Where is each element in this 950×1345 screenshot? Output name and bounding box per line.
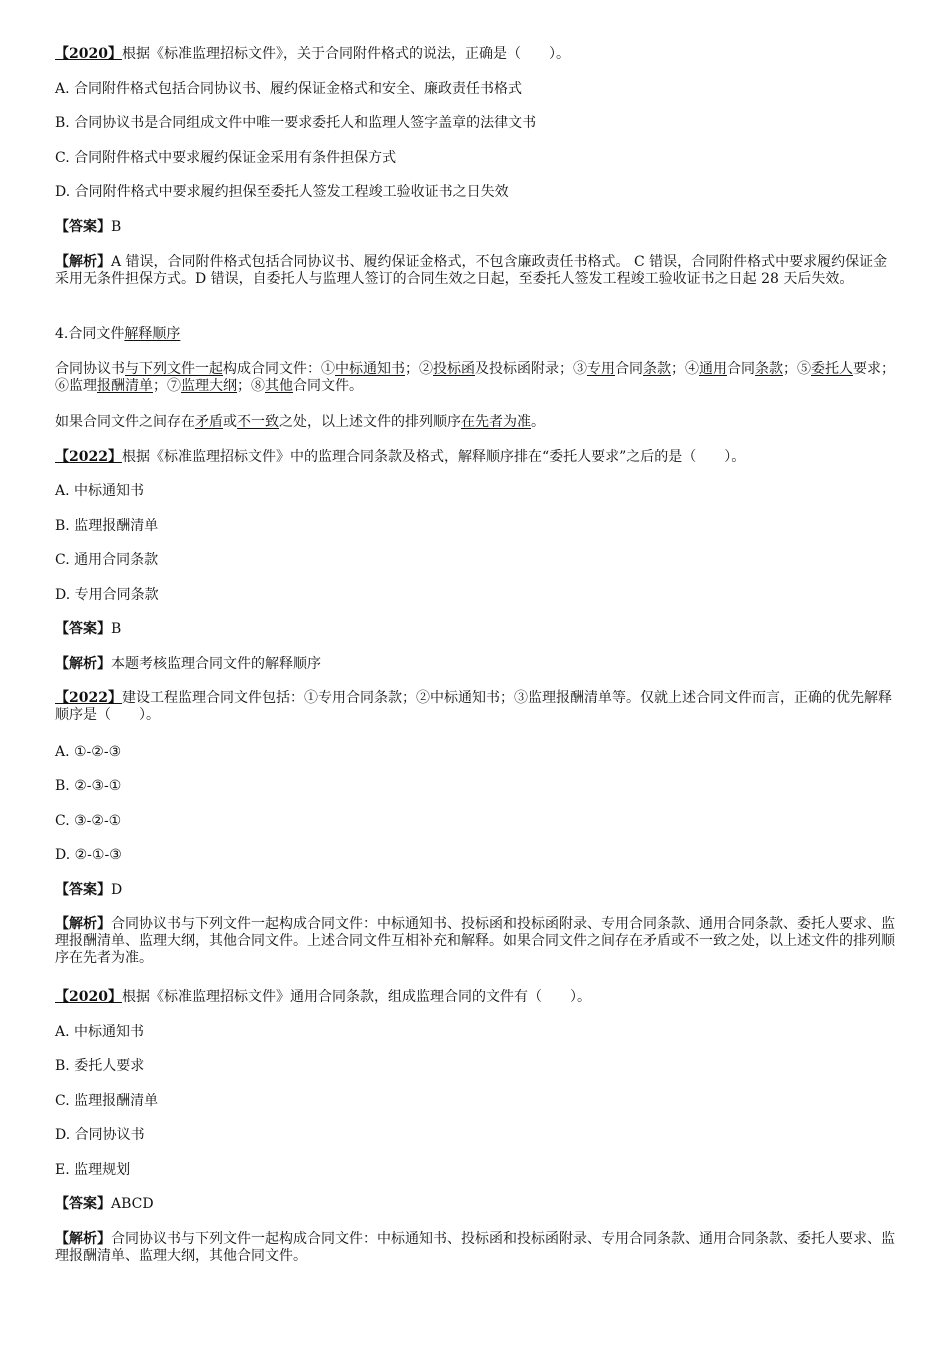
question-2-option-d: D. 专用合同条款	[55, 587, 159, 603]
question-3-option-a: A. ①-②-③	[55, 744, 122, 760]
section-paragraph-2: 如果合同文件之间存在矛盾或不一致之处，以上述文件的排列顺序在先者为准。	[55, 414, 545, 430]
question-4-answer: 【答案】ABCD	[55, 1196, 154, 1212]
question-1-option-c: C. 合同附件格式中要求履约保证金采用有条件担保方式	[55, 150, 397, 166]
question-2-year-tag: 【2022】	[55, 449, 122, 465]
question-2-option-a: A. 中标通知书	[55, 483, 145, 499]
question-4-year-tag: 【2020】	[55, 989, 122, 1005]
question-3-stem: 【2022】建设工程监理合同文件包括：①专用合同条款；②中标通知书；③监理报酬清单等。仅就上述合同文件而言，正确的优先解释顺序是（ ）。	[55, 690, 892, 723]
question-2-option-b: B. 监理报酬清单	[55, 518, 159, 534]
question-4-option-c: C. 监理报酬清单	[55, 1093, 159, 1109]
question-4-option-d: D. 合同协议书	[55, 1127, 145, 1143]
question-4-option-e: E. 监理规划	[55, 1162, 131, 1178]
question-1-option-a: A. 合同附件格式包括合同协议书、履约保证金格式和安全、廉政责任书格式	[55, 81, 523, 97]
question-3-answer: 【答案】D	[55, 882, 123, 898]
question-3-option-b: B. ②-③-①	[55, 778, 122, 794]
question-4-analysis: 【解析】合同协议书与下列文件一起构成合同文件：中标通知书、投标函和投标函附录、专用合同条款、通用合同条款、委托人要求、监理报酬清单、监理大纲，其他合同文件。	[55, 1231, 895, 1264]
question-2-stem: 【2022】根据《标准监理招标文件》中的监理合同条款及格式，解释顺序排在“委托人要求”之后的是（ ）。	[55, 449, 746, 465]
question-4-option-a: A. 中标通知书	[55, 1024, 145, 1040]
question-3-option-c: C. ③-②-①	[55, 813, 122, 829]
question-1-answer: 【答案】B	[55, 219, 122, 235]
question-3-option-d: D. ②-①-③	[55, 847, 122, 863]
section-paragraph-1: 合同协议书与下列文件一起构成合同文件：①中标通知书；②投标函及投标函附录；③专用合同条款；④通用合同条款；⑤委托人要求；⑥监理报酬清单；⑦监理大纲；⑧其他合同文件。	[55, 361, 895, 394]
question-2-option-c: C. 通用合同条款	[55, 552, 159, 568]
question-1-option-d: D. 合同附件格式中要求履约担保至委托人签发工程竣工验收证书之日失效	[55, 184, 509, 200]
question-1-stem: 【2020】根据《标准监理招标文件》，关于合同附件格式的说法，正确是（ ）。	[55, 46, 570, 62]
question-1-analysis: 【解析】A 错误，合同附件格式包括合同协议书、履约保证金格式，不包含廉政责任书格式。 C 错误，合同附件格式中要求履约保证金采用无条件担保方式。D 错误，自委托人与监理人签订的合同生效之日起，至委托人签发工程竣工验收证书之日起 28 天后失效。	[55, 254, 888, 287]
question-3-analysis: 【解析】合同协议书与下列文件一起构成合同文件：中标通知书、投标函和投标函附录、专用合同条款、通用合同条款、委托人要求、监理报酬清单、监理大纲，其他合同文件。上述合同文件互相补充和解释。如果合同文件之间存在矛盾或不一致之处，以上述文件的排列顺序在先者为准。	[55, 916, 895, 966]
question-2-analysis: 【解析】本题考核监理合同文件的解释顺序	[55, 656, 321, 672]
question-3-year-tag: 【2022】	[55, 690, 122, 706]
question-2-answer: 【答案】B	[55, 621, 122, 637]
question-4-stem: 【2020】根据《标准监理招标文件》通用合同条款，组成监理合同的文件有（ ）。	[55, 989, 591, 1005]
question-4-option-b: B. 委托人要求	[55, 1058, 145, 1074]
question-1-option-b: B. 合同协议书是合同组成文件中唯一要求委托人和监理人签字盖章的法律文书	[55, 115, 537, 131]
section-heading: 4.合同文件解释顺序	[55, 326, 181, 342]
question-1-year-tag: 【2020】	[55, 46, 122, 62]
